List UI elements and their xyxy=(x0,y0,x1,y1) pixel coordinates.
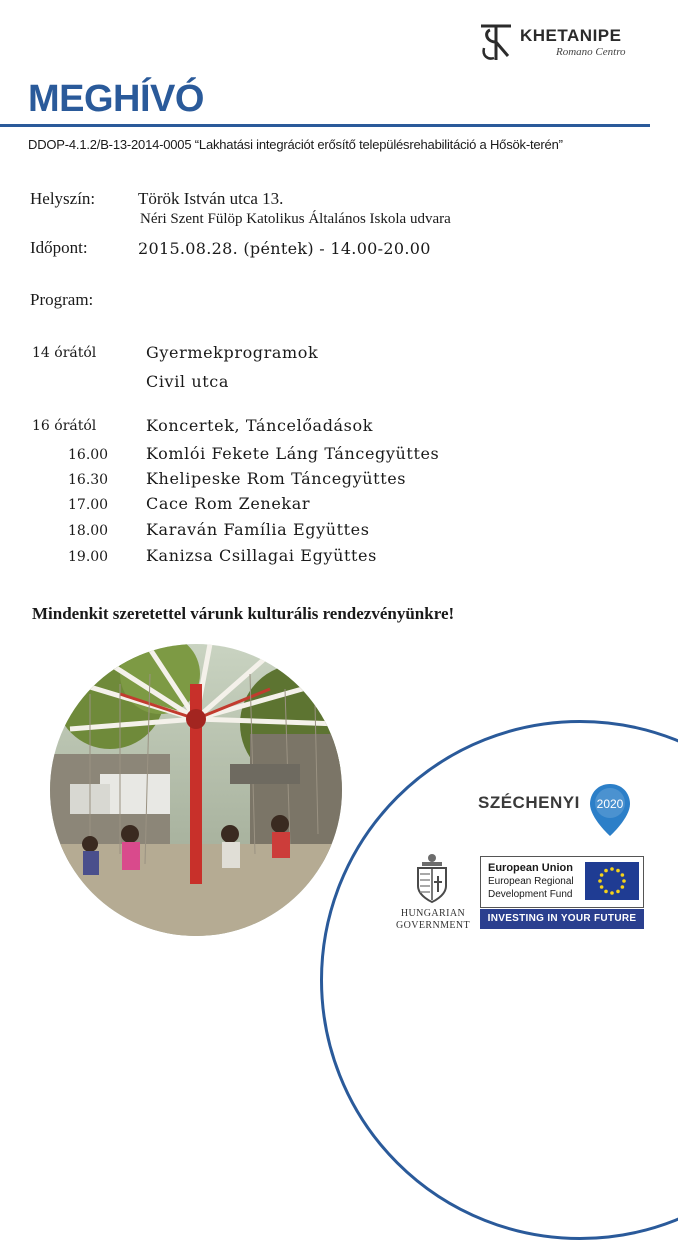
schedule-time: 14 órától xyxy=(32,345,97,361)
eu-star-icon xyxy=(616,869,620,873)
closing-invitation: Mindenkit szeretettel várunk kulturális rendezvényünkre! xyxy=(32,604,455,623)
schedule-event: Cace Rom Zenekar xyxy=(146,494,311,513)
eu-star-icon xyxy=(598,879,602,883)
project-code-line: DDOP-4.1.2/B-13-2014-0005 “Lakhatási integrációt erősítő településrehabilitáció a Hősök-terén” xyxy=(28,137,563,152)
eu-star-icon xyxy=(604,869,608,873)
eu-star-icon xyxy=(610,891,614,895)
venue-place: Néri Szent Fülöp Katolikus Általános Iskola udvara xyxy=(140,211,451,227)
schedule-event: Karaván Família Együttes xyxy=(146,520,370,539)
szechenyi-pin-icon xyxy=(588,782,632,838)
program-label: Program: xyxy=(30,290,94,309)
szechenyi-label: SZÉCHENYI xyxy=(478,793,580,812)
schedule-event: Komlói Fekete Láng Táncegyüttes xyxy=(146,444,440,463)
logo-subtitle: Romano Centro xyxy=(556,46,626,58)
schedule-event: Khelipeske Rom Táncegyüttes xyxy=(146,469,407,488)
title-divider xyxy=(0,124,650,127)
khetanipe-logo-icon xyxy=(478,22,514,64)
eu-star-icon xyxy=(621,873,625,877)
eu-line1: European Regional xyxy=(488,876,574,887)
eu-star-icon xyxy=(622,879,626,883)
schedule-time: 16 órától xyxy=(32,418,97,434)
page-title: MEGHÍVÓ xyxy=(28,78,204,120)
government-line2: GOVERNMENT xyxy=(396,920,470,931)
eu-line2: Development Fund xyxy=(488,889,573,900)
eu-star-icon xyxy=(600,885,604,889)
schedule-event: Gyermekprogramok xyxy=(146,343,319,362)
eu-title: European Union xyxy=(488,862,573,874)
eu-flag-icon xyxy=(585,862,639,900)
date-value: 2015.08.28. (péntek) - 14.00-20.00 xyxy=(138,239,431,258)
government-label xyxy=(394,908,472,932)
carousel-photo xyxy=(50,644,342,936)
carousel-illustration xyxy=(50,644,342,936)
eu-star-icon xyxy=(616,890,620,894)
eu-star-icon xyxy=(621,885,625,889)
eu-star-icon xyxy=(604,890,608,894)
schedule-time: 18.00 xyxy=(68,523,109,539)
date-label: Időpont: xyxy=(30,238,88,257)
venue-address: Török István utca 13. xyxy=(138,189,284,208)
schedule-time: 16.30 xyxy=(68,472,109,488)
schedule-event: Koncertek, Táncelőadások xyxy=(146,416,374,435)
schedule-event: Kanizsa Csillagai Együttes xyxy=(146,546,377,565)
venue-label: Helyszín: xyxy=(30,189,96,208)
eu-investing-banner: INVESTING IN YOUR FUTURE xyxy=(480,909,644,929)
government-line1: HUNGARIAN xyxy=(400,908,466,919)
schedule-event: Civil utca xyxy=(146,372,229,391)
schedule-time: 16.00 xyxy=(68,447,109,463)
schedule-time: 17.00 xyxy=(68,497,109,513)
eu-star-icon xyxy=(610,867,614,871)
schedule-time: 19.00 xyxy=(68,549,109,565)
szechenyi-year: 2020 xyxy=(596,797,624,811)
eu-star-icon xyxy=(600,873,604,877)
hungarian-crest-icon xyxy=(412,852,452,904)
logo-name: KHETANIPE xyxy=(520,26,622,45)
